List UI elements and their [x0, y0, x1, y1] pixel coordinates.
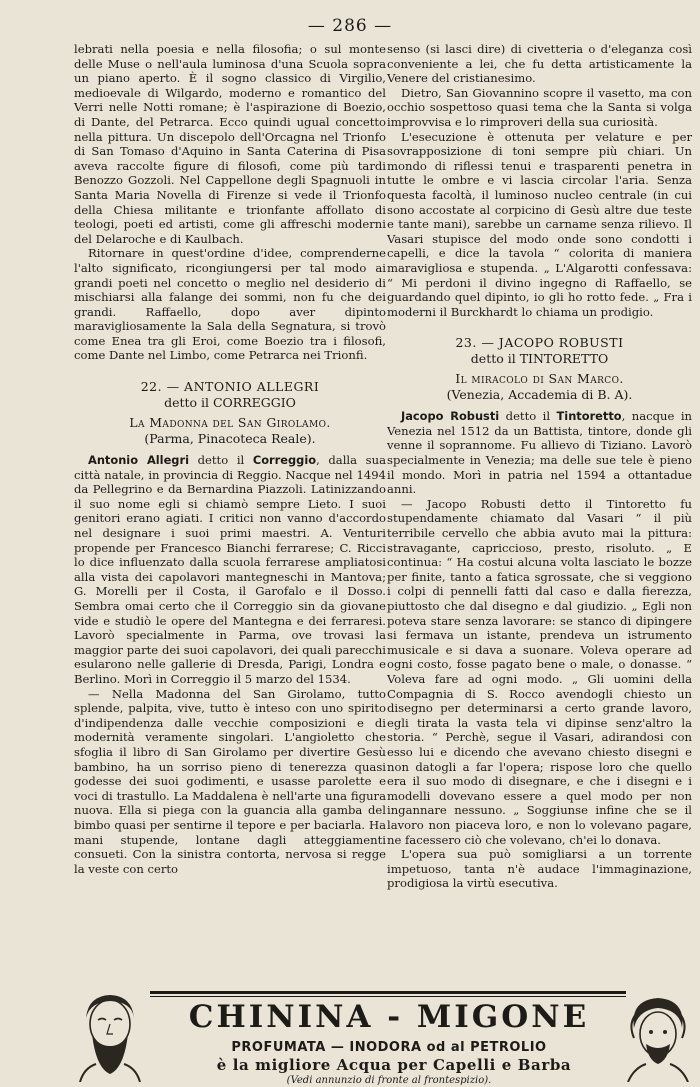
divider — [150, 996, 626, 997]
left-column — [74, 42, 386, 876]
bearded-man-portrait-icon — [72, 988, 146, 1082]
artwork-title: Il miracolo di San Marco. — [455, 371, 624, 387]
paragraph: lebrati nella poesia e nella filosofia; o sul monte delle Muse o nell'aula luminosa d'una Scuola sopra un piano aperto. È il sogno classico di Virgilio, medioevale di Wilgardo, moderno e romantico del Verri nelle Notti romane; è l'aspirazione di Boezio, di Dante, del Petrarca. Ecco quindi ugual concetto nella pittura. Un discepolo dell'Orcagna nel Trionfo di San Tomaso d'Aquino in Santa Caterina di Pisa aveva raccolte figure di filosofi, come più tardi Benozzo Gozzoli. Nel Cappellone degli Spagnuoli in Santa Maria Novella di Firenze si vede il Trionfo della Chiesa militante e trionfante affollato di teologi, poeti ed artisti, come gli affreschi moderni del Delaroche e di Kaulbach. — [74, 42, 386, 246]
ad-reference: (Vedi annunzio di fronte al frontespizio). — [286, 1075, 492, 1086]
paragraph: Antonio Allegri detto il Correggio, dalla sua città natale, in provincia di Reggio. Nacque nel 1494 da Pellegrino e da Bernardina Piazzoli. Latinizzando il suo nome egli si chiamò sempre Lieto. I suoi genitori erano agiati. I critici non vanno d'accordo nel designare i suoi primi maestri. A. Venturi propende per Francesco Bianchi ferrarese; C. Ricci lo dice influenzato dalla scuola ferrarese ampliatosi alla vista dei capolavori mantegneschi in Mantova; G. Morelli per il Costa, il Garofalo e il Dosso. Sembra omai certo che il Correggio sin da giovane vide e studiò le opere del Mantegna e dei ferraresi. Lavorò specialmente in Parma, ove trovasi la maggior parte dei suoi capolavori, dei quali parecchi esularono nelle gallerie di Dresda, Parigi, Londra e Berlino. Morì in Correggio il 5 marzo del 1534. — [74, 453, 386, 686]
ad-slogan: è la migliore Acqua per Capelli e Barba — [216, 1056, 572, 1074]
ad-tagline: PROFUMATA — INODORA od al PETROLIO — [231, 1040, 547, 1055]
paragraph: — Jacopo Robusti detto il Tintoretto fu stupendamente chiamato dal Vasari “ il più terribile cervello che abbia avuto mai la pittura: stravagante, capriccioso, presto, risoluto. „ E continua: “ Ha costui alcuna volta lasciato le bozze per finite, tanto a fatica sgrossate, che si veggiono i colpi di pennelli fatti dal caso e dalla fierezza, piuttosto che dal disegno e dal giudizio. „ Egli non poteva stare senza lavorare: se stanco di dipingere si fermava un istante, prendeva un istrumento musicale e si dava a suonare. Voleva operare ad ogni costo, fosse pagato bene o male, o donasse. “ Voleva fare ad ogni modo. „ Gli uomini della Compagnia di S. Rocco avendogli chiesto un disegno per determinarsi a certo grande lavoro, egli tirata la vasta tela vi dipinse senz'altro la storia. “ Perchè, segue il Vasari, adirandosi con esso lui e dicendo che avevano chiesto disegni e non datogli a far l'opera; rispose loro che quello era il suo modo di disegnare, e che i disegni e i modelli dovevano essere a quel modo per non ingannare nessuno. „ Soggiunse infine che se il lavoro non piaceva loro, e non lo volevano pagare, ne facessero ciò che volevano, ch'ei lo donava. — [387, 496, 692, 847]
section-heading-correggio — [74, 379, 386, 447]
artist-name: Antonio Allegri — [88, 453, 189, 468]
paragraph: Ritornare in quest'ordine d'idee, comprenderne l'alto significato, ricongiungersi per tal modo ai grandi poeti nel concetto o meglio nel desiderio di mischiarsi alla falange dei sommi, non fu che dei grandi. Raffaello, dopo aver dipinto maravigliosamente la Sala della Segnatura, si trovò come Enea tra gli Eroi, come Boezio tra i filosofi, come Dante nel Limbo, come Petrarca nei Trionfi. — [74, 246, 386, 363]
ad-brand-name: CHININA - MIGONE — [188, 999, 590, 1035]
paragraph: L'esecuzione è ottenuta per velature e per sovrapposizione di toni sempre più chiari. Un mondo di riflessi tenui e trasparenti penetra in tutte le ombre e vi lascia circolar l'aria. Senza questa facoltà, il luminoso nucleo centrale (in cui sono accostate al corpicino di Gesù altre due teste e tante mani), sarebbe un carname senza rilievo. Il Vasari stupisce del modo onde sono condotti i capelli, e dice la tavola “ colorita di maniera maravigliosa e stupenda. „ L'Algarotti confessava: “ Mi perdoni il divino ingegno di Raffaello, se guardando quel dipinto, io gli ho rotto fede. „ Fra i moderni il Burckhardt lo chiama un prodigio. — [387, 129, 692, 319]
section-subtitle: detto il CORREGGIO — [164, 395, 296, 411]
section-title: 22. — ANTONIO ALLEGRI — [140, 379, 320, 395]
artwork-location: (Parma, Pinacoteca Reale). — [144, 431, 316, 447]
paragraph: Dietro, San Giovannino scopre il vasetto, ma con occhio sospettoso quasi tema che la Santa si volga improvvisa e lo rimproveri della sua curiosità. — [387, 85, 692, 129]
artist-nickname: Tintoretto — [556, 409, 622, 424]
section-subtitle: detto il TINTORETTO — [470, 351, 609, 367]
artist-name: Jacopo Robusti — [401, 409, 500, 424]
divider — [150, 991, 626, 994]
artwork-location: (Venezia, Accademia di B. A). — [446, 387, 633, 403]
right-column — [387, 42, 692, 891]
paragraph: — Nella Madonna del San Girolamo, tutto splende, palpita, vive, tutto è inteso con uno spirito d'indipendenza dalle vecchie composizioni e di modernità veramente singolari. L'angioletto che sfoglia il libro di San Girolamo per divertire Gesù bambino, ha un sorriso pieno di tenerezza quasi godesse dei suoi godimenti, e usasse parolette e voci di trastullo. La Maddalena è nell'arte una figura nuova. Ella si piega con la guancia alla gamba del bimbo quasi per sentirne il tepore e per baciarla. Ha mani stupende, lontane dagli atteggiamenti consueti. Con la sinistra contorta, nervosa si regge la veste con certo — [74, 686, 386, 876]
section-heading-tintoretto — [387, 335, 692, 403]
man-with-hair-portrait-icon — [624, 994, 692, 1082]
page-number: — 286 — — [307, 16, 393, 36]
paragraph: L'opera sua può somigliarsi a un torrente impetuoso, tanta n'è audace l'immaginazione, prodigiosa la virtù esecutiva. — [387, 847, 692, 891]
section-title: 23. — JACOPO ROBUSTI — [455, 335, 624, 351]
advertisement — [72, 988, 696, 1086]
artist-nickname: Correggio — [252, 453, 317, 468]
paragraph: senso (si lasci dire) di civetteria o d'eleganza così conveniente a lei, che fu detta artisticamente la Venere del cristianesimo. — [387, 42, 692, 86]
artwork-title: La Madonna del San Girolamo. — [129, 415, 331, 431]
paragraph: Jacopo Robusti detto il Tintoretto, nacque in Venezia nel 1512 da un Battista, tintore, donde gli venne il soprannome. Fu allievo di Tiziano. Lavorò specialmente in Venezia; ma delle sue tele è pieno il mondo. Morì in patria nel 1594 a ottantadue anni. — [387, 409, 692, 497]
